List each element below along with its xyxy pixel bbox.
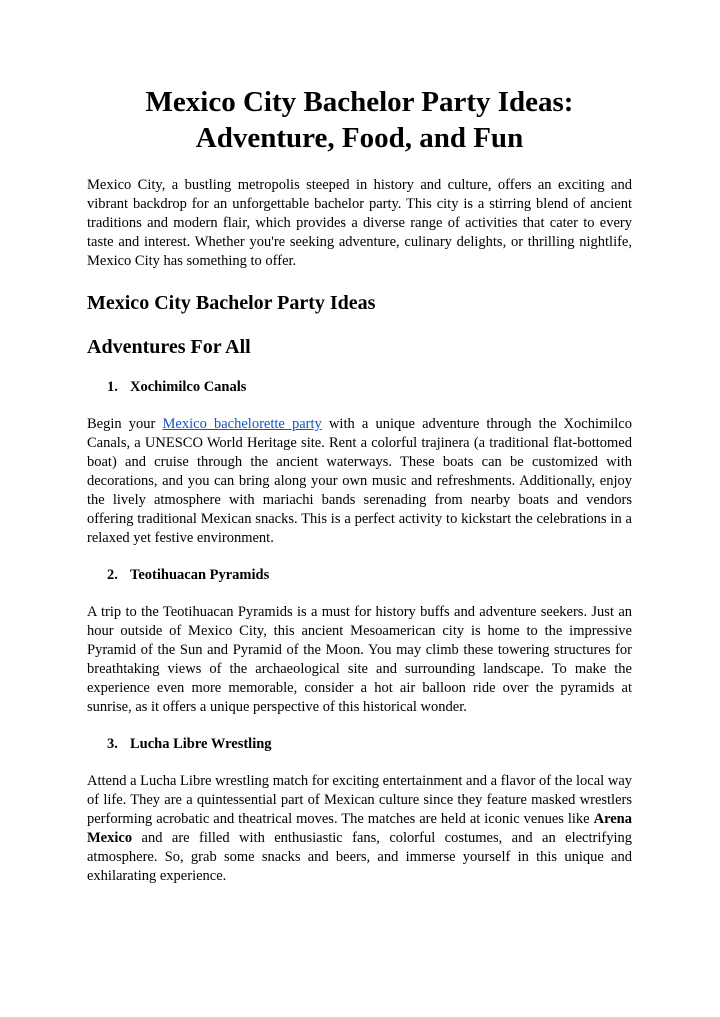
item-number: 3. bbox=[107, 736, 118, 752]
paragraph-text: and are filled with enthusiastic fans, colorful costumes, and an electrifying atmosphere. So, grab some snacks and beers, and immerse yourself in this unique and exhilarating experience. bbox=[87, 830, 632, 884]
section-heading: Mexico City Bachelor Party Ideas bbox=[87, 292, 376, 314]
item-heading-teotihuacan bbox=[87, 566, 632, 585]
paragraph-text: with a unique adventure through the Xochimilco Canals, a UNESCO World Heritage site. Rent a colorful trajinera (a traditional flat-bottomed boat) and cruise through the ancient waterways. These boats can be customized with decorations, and you can bring along your own music and refreshments. Additionally, enjoy the lively atmosphere with mariachi bands serenading from nearby boats and vendors offering traditional Mexican snacks. This is a perfect activity to kickstart the celebrations in a relaxed yet festive environment. bbox=[87, 416, 632, 546]
paragraph-text: Begin your bbox=[87, 416, 163, 432]
document-page bbox=[87, 0, 632, 886]
item-number: 1. bbox=[107, 379, 118, 395]
lucha-libre-paragraph bbox=[87, 772, 632, 886]
title-line-2: Adventure, Food, and Fun bbox=[195, 122, 524, 154]
mexico-bachelorette-party-link[interactable]: Mexico bachelorette party bbox=[162, 416, 322, 432]
intro-paragraph: Mexico City, a bustling metropolis steeped in history and culture, offers an exciting and vibrant backdrop for an unforgettable bachelor party. This city is a stirring blend of ancient traditions and modern flair, which provides a diverse range of activities that cater to every taste and interest. Whether you're seeking adventure, culinary delights, or thrilling nightlife, Mexico City has something to offer. bbox=[87, 177, 632, 269]
subsection-heading: Adventures For All bbox=[87, 336, 251, 358]
item-heading-text: Lucha Libre Wrestling bbox=[130, 736, 272, 752]
title-line-1: Mexico City Bachelor Party Ideas: bbox=[145, 86, 574, 118]
item-heading-xochimilco bbox=[87, 378, 632, 397]
item-heading-text: Teotihuacan Pyramids bbox=[130, 567, 270, 583]
arena-mexico-bold: Arena Mexico bbox=[87, 811, 632, 846]
paragraph-text: Attend a Lucha Libre wrestling match for exciting entertainment and a flavor of the local way of life. They are a quintessential part of Mexican culture since they feature masked wrestlers performing acrobatic and theatrical moves. The matches are held at iconic venues like bbox=[87, 773, 632, 827]
xochimilco-paragraph bbox=[87, 415, 632, 548]
teotihuacan-paragraph: A trip to the Teotihuacan Pyramids is a must for history buffs and adventure seekers. Just an hour outside of Mexico City, this ancient Mesoamerican city is home to the impressive Pyramid of the Sun and Pyramid of the Moon. You may climb these towering structures for breathtaking views of the archaeological site and surrounding landscape. To make the experience even more memorable, consider a hot air balloon ride over the pyramids at sunrise, as it offers a unique perspective of this historical wonder. bbox=[87, 604, 632, 715]
item-heading-lucha-libre bbox=[87, 735, 632, 754]
item-heading-text: Xochimilco Canals bbox=[130, 379, 247, 395]
page-title bbox=[87, 84, 632, 156]
item-number: 2. bbox=[107, 567, 118, 583]
